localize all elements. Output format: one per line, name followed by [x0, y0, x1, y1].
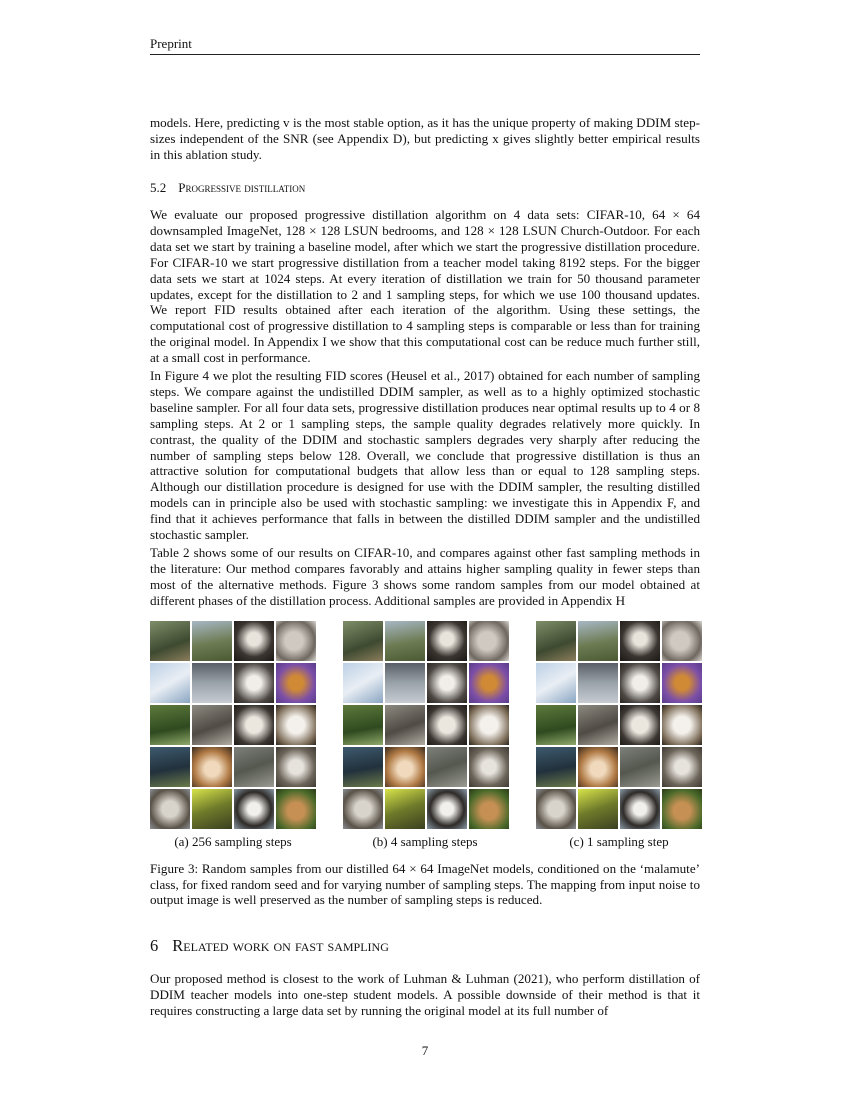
- sample-image: [469, 789, 509, 829]
- subsection-number: 5.2: [150, 180, 167, 195]
- header-rule: [150, 54, 700, 55]
- sample-image: [662, 621, 702, 661]
- sample-image: [276, 705, 316, 745]
- sample-image: [662, 663, 702, 703]
- figure-caption: Figure 3: Random samples from our distilled 64 × 64 ImageNet models, conditioned on the ‘malamute’ class, for fixed random seed and for varying number of sampling steps. The mapping from input noise to output image is well preserved as the number of sampling steps is reduced.: [150, 861, 700, 908]
- paragraph-related-work: Our proposed method is closest to the work of Luhman & Luhman (2021), who perform distillation of DDIM teacher models into one-step student models. A possible downside of their method is that it requires constructing a large data set by running the original model at its full number of: [150, 971, 700, 1018]
- sample-image: [234, 789, 274, 829]
- sample-image: [343, 705, 383, 745]
- sample-image: [150, 663, 190, 703]
- sample-image: [469, 747, 509, 787]
- sample-image: [192, 789, 232, 829]
- sample-grid-1-step: [536, 621, 702, 827]
- sample-image: [620, 705, 660, 745]
- sample-image: [536, 747, 576, 787]
- sample-image: [192, 663, 232, 703]
- sample-image: [192, 705, 232, 745]
- sample-image: [343, 663, 383, 703]
- section-title: Related work on fast sampling: [172, 936, 389, 955]
- sample-image: [536, 705, 576, 745]
- sample-image: [578, 663, 618, 703]
- page-number: 7: [421, 1043, 429, 1058]
- subsection-heading: [150, 180, 305, 196]
- sample-grid-256-steps: [150, 621, 316, 827]
- sample-image: [578, 747, 618, 787]
- sample-image: [427, 705, 467, 745]
- subcaption-b: (b) 4 sampling steps: [372, 834, 478, 849]
- sample-image: [150, 747, 190, 787]
- sample-image: [385, 663, 425, 703]
- sample-image: [276, 789, 316, 829]
- sample-image: [536, 663, 576, 703]
- sample-grid-4-steps: [343, 621, 509, 827]
- paragraph-setup: We evaluate our proposed progressive distillation algorithm on 4 data sets: CIFAR-10, 64 × 64 downsampled ImageNet, 128 × 128 LSUN bedrooms, and 128 × 128 LSUN Church-Outdoor. For each data set we start by training a baseline model, after which we start the progressive distillation procedure. For CIFAR-10 we start progressive distillation from a teacher model taking 8192 steps. For the bigger data sets we start at 1024 steps. At every iteration of distillation we train for 50 thousand parameter updates, except for the distillation to 2 and 1 sampling steps, for which we use 100 thousand updates. We report FID results obtained after each iteration of the algorithm. Using these settings, the computational cost of progressive distillation to 4 sampling steps is comparable or less than for training the original model. In Appendix I we show that this computational cost can be reduce much further still, at a small cost in performance.: [150, 207, 700, 366]
- sample-image: [150, 705, 190, 745]
- sample-image: [578, 621, 618, 661]
- sample-image: [385, 747, 425, 787]
- sample-image: [662, 705, 702, 745]
- sample-image: [469, 663, 509, 703]
- sample-image: [620, 663, 660, 703]
- sample-image: [150, 789, 190, 829]
- section-number: 6: [150, 936, 159, 955]
- section-heading: [150, 936, 389, 956]
- sample-image: [385, 705, 425, 745]
- paragraph-cifar-comparison: Table 2 shows some of our results on CIFAR-10, and compares against other fast sampling methods in the literature: Our method compares favorably and attains higher sampling quality in fewer steps than most of the alternative methods. Figure 3 shows some random samples from our model obtained at different phases of the distillation process. Additional samples are provided in Appendix H: [150, 545, 700, 608]
- paragraph-ablation-end: models. Here, predicting v is the most stable option, as it has the unique property of making DDIM step-sizes independent of the SNR (see Appendix D), but predicting x gives slightly better empirical results in this ablation study.: [150, 115, 700, 162]
- sample-image: [234, 663, 274, 703]
- sample-image: [427, 663, 467, 703]
- sample-image: [385, 621, 425, 661]
- sample-image: [234, 705, 274, 745]
- sample-image: [385, 789, 425, 829]
- subsection-title: Progressive distillation: [178, 180, 306, 195]
- sample-image: [192, 747, 232, 787]
- sample-image: [234, 747, 274, 787]
- sample-image: [234, 621, 274, 661]
- sample-image: [192, 621, 232, 661]
- sample-image: [536, 621, 576, 661]
- sample-image: [578, 705, 618, 745]
- sample-image: [536, 789, 576, 829]
- sample-image: [427, 747, 467, 787]
- sample-image: [662, 747, 702, 787]
- sample-image: [276, 663, 316, 703]
- sample-image: [662, 789, 702, 829]
- sample-image: [620, 789, 660, 829]
- subcaption-c: (c) 1 sampling step: [569, 834, 669, 849]
- sample-image: [469, 621, 509, 661]
- sample-image: [343, 747, 383, 787]
- sample-image: [276, 621, 316, 661]
- sample-image: [276, 747, 316, 787]
- sample-image: [620, 747, 660, 787]
- sample-image: [578, 789, 618, 829]
- sample-image: [343, 621, 383, 661]
- sample-image: [150, 621, 190, 661]
- running-header: Preprint: [150, 36, 192, 51]
- sample-image: [427, 621, 467, 661]
- sample-image: [343, 789, 383, 829]
- sample-image: [620, 621, 660, 661]
- sample-image: [427, 789, 467, 829]
- sample-image: [469, 705, 509, 745]
- subcaption-a: (a) 256 sampling steps: [174, 834, 292, 849]
- paragraph-fid-results: In Figure 4 we plot the resulting FID scores (Heusel et al., 2017) obtained for each number of sampling steps. We compare against the undistilled DDIM sampler, as well as to a highly optimized stochastic baseline sampler. For all four data sets, progressive distillation produces near optimal results up to 4 or 8 sampling steps. At 2 or 1 sampling steps, the sample quality degrades relatively more quickly. In contrast, the quality of the DDIM and stochastic samplers degrades very sharply after reducing the number of sampling steps below 128. Overall, we conclude that progressive distillation is thus an attractive solution for computational budgets that allow less than or equal to 128 sampling steps. Although our distillation procedure is designed for use with the DDIM sampler, the resulting distilled models can in principle also be used with stochastic sampling: we investigate this in Appendix F, and find that it achieves performance that falls in between the distilled DDIM sampler and the undistilled stochastic sampler.: [150, 368, 700, 543]
